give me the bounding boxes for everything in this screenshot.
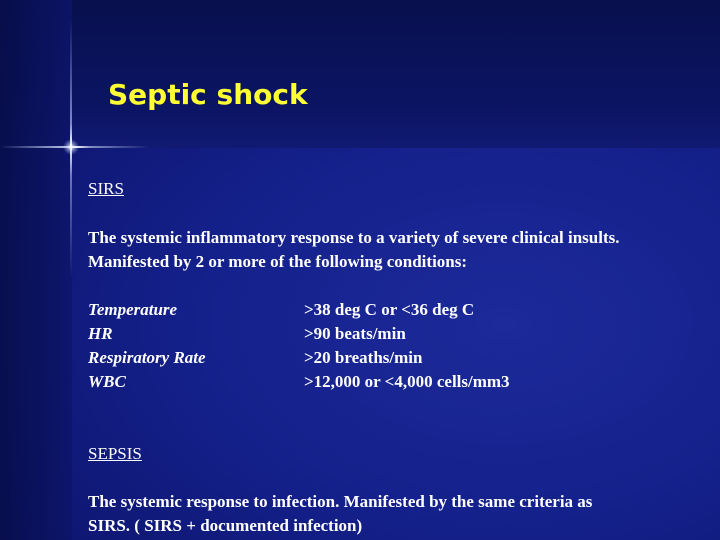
sirs-description-line-2: Manifested by 2 or more of the following conditions: bbox=[88, 252, 468, 271]
left-band bbox=[0, 0, 72, 540]
criteria-value-hr: >90 beats/min bbox=[304, 324, 406, 343]
slide-title: Septic shock bbox=[108, 78, 308, 111]
sirs-heading: SIRS bbox=[88, 179, 124, 198]
criteria-value-temperature: >38 deg C or <36 deg C bbox=[304, 300, 475, 319]
sepsis-description-line-2: SIRS. ( SIRS + documented infection) bbox=[88, 516, 363, 535]
sepsis-heading: SEPSIS bbox=[88, 444, 142, 463]
header-band bbox=[0, 0, 720, 148]
criteria-value-respiratory-rate: >20 breaths/min bbox=[304, 348, 423, 367]
criteria-label-wbc: WBC bbox=[88, 372, 126, 391]
sirs-description-line-1: The systemic inflammatory response to a variety of severe clinical insults. bbox=[88, 228, 620, 247]
criteria-value-wbc: >12,000 or <4,000 cells/mm3 bbox=[304, 372, 510, 391]
criteria-label-hr: HR bbox=[88, 324, 113, 343]
sparkle-star-icon bbox=[63, 139, 79, 155]
sepsis-description-line-1: The systemic response to infection. Manifested by the same criteria as bbox=[88, 492, 593, 511]
criteria-label-temperature: Temperature bbox=[88, 300, 178, 319]
criteria-label-respiratory-rate: Respiratory Rate bbox=[88, 348, 206, 367]
